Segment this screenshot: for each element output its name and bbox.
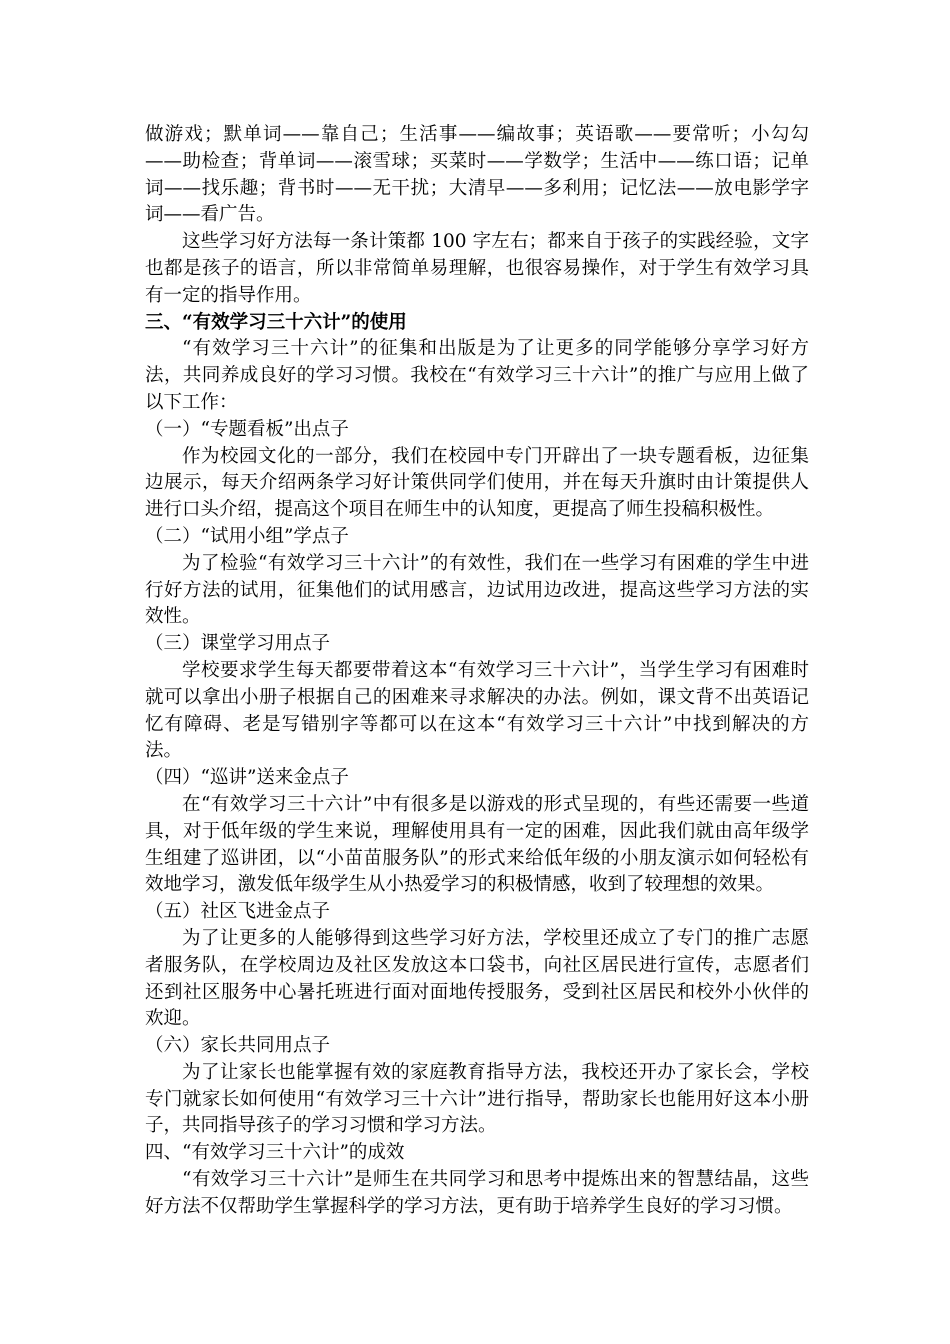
paragraph-method-list: 做游戏；默单词——靠自己；生活事——编故事；英语歌——要常听；小勾勾——助检查；背单词——滚雪球；买菜时——学数学；生活中——练口语；记单词——找乐趣；背书时——无干扰；大清早——多利用；记忆法——放电影学字词——看广告。 <box>145 124 809 226</box>
paragraph-results: “有效学习三十六计”是师生在共同学习和思考中提炼出来的智慧结晶，这些好方法不仅帮助学生掌握科学的学习方法，更有助于培养学生良好的学习习惯。 <box>145 1169 809 1217</box>
section-heading-results: 四、“有效学习三十六计”的成效 <box>145 1142 405 1164</box>
subheading-parents: （六）家长共同用点子 <box>145 1035 331 1057</box>
paragraph-classroom: 学校要求学生每天都要带着这本“有效学习三十六计”，当学生学习有困难时就可以拿出小册子根据自己的困难来寻求解决的办法。例如，课文背不出英语记忆有障碍、老是写错别字等都可以在这本“有效学习三十六计”中找到解决的方法。 <box>145 659 809 762</box>
paragraph-method-summary: 这些学习好方法每一条计策都 100 字左右；都来自于孩子的实践经验，文字也都是孩子的语言，所以非常简单易理解，也很容易操作，对于学生有效学习具有一定的指导作用。 <box>145 231 809 306</box>
subheading-trial-group: （二）“试用小组”学点子 <box>145 525 349 547</box>
paragraph-lecture-tour: 在“有效学习三十六计”中有很多是以游戏的形式呈现的，有些还需要一些道具，对于低年级的学生来说，理解使用具有一定的困难，因此我们就由高年级学生组建了巡讲团，以“小苗苗服务队”的形式来给低年级的小朋友演示如何轻松有效地学习，激发低年级学生从小热爱学习的积极情感，收到了较理想的效果。 <box>145 793 809 896</box>
paragraph-board: 作为校园文化的一部分，我们在校园中专门开辟出了一块专题看板，边征集边展示，每天介绍两条学习好计策供同学们使用，并在每天升旗时由计策提供人进行口头介绍，提高这个项目在师生中的认知度，更提高了师生投稿积极性。 <box>145 445 809 521</box>
subheading-lecture-tour: （四）“巡讲”送来金点子 <box>145 767 349 789</box>
section-heading-usage: 三、“有效学习三十六计”的使用 <box>145 311 407 333</box>
subheading-board: （一）“专题看板”出点子 <box>145 418 349 440</box>
paragraph-trial-group: 为了检验“有效学习三十六计”的有效性，我们在一些学习有困难的学生中进行好方法的试用，征集他们的试用感言，边试用边改进，提高这些学习方法的实效性。 <box>145 552 809 628</box>
document-page <box>145 122 809 1221</box>
paragraph-parents: 为了让家长也能掌握有效的家庭教育指导方法，我校还开办了家长会，学校专门就家长如何使用“有效学习三十六计”进行指导，帮助家长也能用好这本小册子，共同指导孩子的学习习惯和学习方法。 <box>145 1061 809 1137</box>
subheading-community: （五）社区飞进金点子 <box>145 901 331 923</box>
paragraph-usage-intro: “有效学习三十六计”的征集和出版是为了让更多的同学能够分享学习好方法，共同养成良好的学习习惯。我校在“有效学习三十六计”的推广与应用上做了以下工作： <box>145 338 809 413</box>
paragraph-community: 为了让更多的人能够得到这些学习好方法，学校里还成立了专门的推广志愿者服务队，在学校周边及社区发放这本口袋书，向社区居民进行宣传，志愿者们还到社区服务中心暑托班进行面对面地传授服务，受到社区居民和校外小伙伴的欢迎。 <box>145 927 809 1030</box>
subheading-classroom: （三）课堂学习用点子 <box>145 633 331 655</box>
